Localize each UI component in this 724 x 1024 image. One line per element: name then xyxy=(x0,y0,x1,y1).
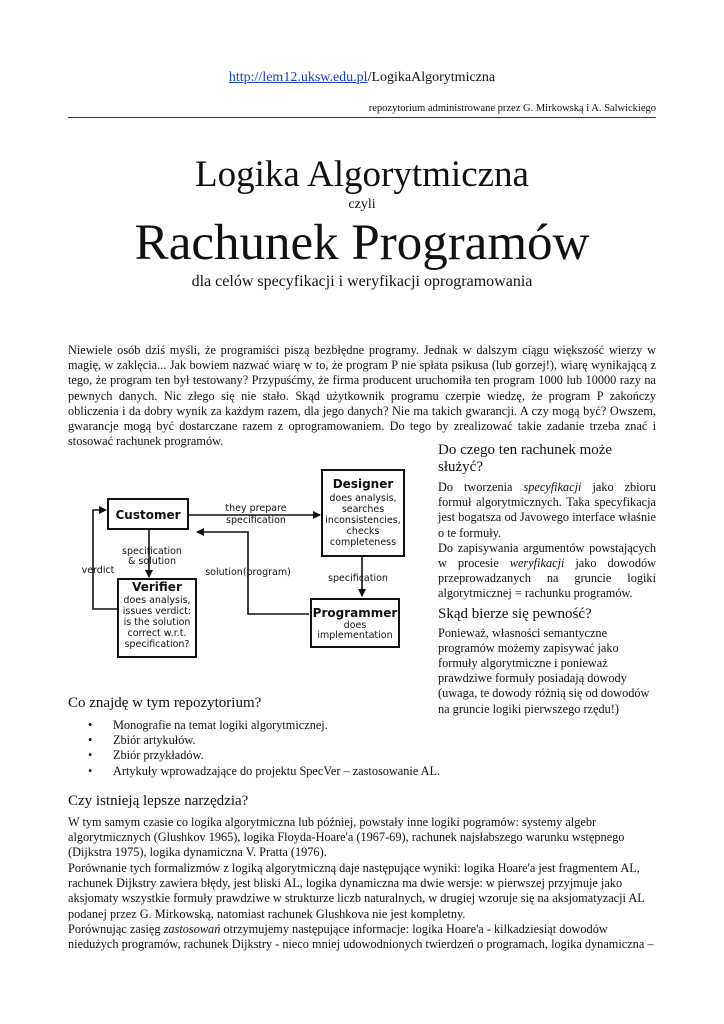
customer-title: Customer xyxy=(115,508,181,522)
verifier-line: is the solution xyxy=(123,617,191,628)
text-run: Do zapisywania argumentów powstających w procesie xyxy=(438,540,656,571)
tagline: dla celów specyfikacji i weryfikacji oprogramowania xyxy=(191,273,533,290)
designer-line: inconsistencies, xyxy=(325,515,401,526)
specification-label-programmer: specification xyxy=(328,573,388,584)
text-run: jako dowodów przeprowadzanych na gruncie logiki algorytmicznej = rachunku programów. xyxy=(438,556,656,601)
verifier-line: does analysis, xyxy=(123,595,191,606)
list-item xyxy=(88,718,440,733)
tools-paragraph-1: W tym samym czasie co logika algorytmiczna lub później, powstały inne logiki pogramów: systemy algebr algorytmicznych (Glushkov 1965), logika Floyda-Hoare'a (1967-69), rachunek najsłabszego warunku wstępnego (Dijkstra 1975), logika dynamiczna V. Pratta (1976). xyxy=(68,815,625,860)
side-question-usage: Do czego ten rachunek może służyć? xyxy=(438,442,613,475)
url-path: /LogikaAlgorytmiczna xyxy=(367,70,496,85)
verifier-title: Verifier xyxy=(132,580,182,594)
emphasis-specyfikacji: specyfikacji xyxy=(523,480,582,494)
bullet: • xyxy=(88,733,93,748)
list-item-text: Monografie na temat logiki algorytmicznej. xyxy=(113,718,328,732)
spec-solution-label: specification xyxy=(122,546,182,557)
process-diagram xyxy=(76,462,416,672)
intro-paragraph: Niewiele osób dziś myśli, że programiści piszą bezbłędne programy. Jednak w dalszym ciągu większość wierzy w magię, w zaklęcia... Jak bowiem nazwać wiarę w to, że program P nie spłata psikusa (lub gorzej!), wiarę wynikającą z tego, że program ten był testowany? Przypuśćmy, że firma producent uruchomiła ten program 1000 lub 10000 razy na pewnych danych. Nic złego się nie stało. Skąd użytkownik programu czerpie wiedzę, że program P zakończy obliczenia i da dobry wynik za każdym razem, dla jego danych? Nie ma takich gwarancji. A czy mogą być? Owszem, gwarancje mogą być dostarczane razem z oprogramowaniem. Do tego by zrealizować takie zadanie trzeba znać i stosować rachunek programów. xyxy=(68,343,656,449)
emphasis-weryfikacji: weryfikacji xyxy=(509,556,565,571)
main-title: Logika Algorytmiczna xyxy=(195,154,529,195)
side-paragraph-specification xyxy=(438,480,656,541)
programmer-line: implementation xyxy=(317,630,393,641)
designer-line: searches xyxy=(341,504,385,515)
list-item xyxy=(88,764,440,779)
repository-url xyxy=(0,70,724,86)
header-divider xyxy=(68,117,656,118)
title-connector: czyli xyxy=(348,197,376,212)
designer-line: does analysis, xyxy=(329,493,397,504)
list-item-text: Zbiór artykułów. xyxy=(113,733,196,748)
verifier-line: correct w.r.t. xyxy=(127,628,187,639)
repository-note: repozytorium administrowane przez G. Mirkowską i A. Salwickiego xyxy=(368,103,656,114)
text-run: otrzymujemy następujące informacje: logika Hoare'a - kilkadziesiąt dowodów niedużych programów, rachunek Dijkstry - nieco mniej udowodnionych twierdzeń o programach, logika dynamiczna – xyxy=(68,922,654,952)
bullet: • xyxy=(88,718,93,732)
verifier-line: issues verdict: xyxy=(122,606,192,617)
text-run: Porównując zasięg xyxy=(68,922,164,936)
list-item xyxy=(88,748,440,763)
verifier-line: specification? xyxy=(124,639,190,650)
text-run: jako zbioru formuł algorytmicznych. Taka specyfikacja jest bogatsza od Javowego interface właśnie o te formuły. xyxy=(438,480,656,540)
they-prepare-label: they prepare xyxy=(225,503,287,514)
section-heading-better-tools: Czy istnieją lepsze narzędzia? xyxy=(68,793,249,809)
side-paragraph-verification xyxy=(438,541,656,602)
text-run: Do tworzenia xyxy=(438,480,524,494)
side-question-certainty: Skąd bierze się pewność? xyxy=(438,605,592,622)
bullet: • xyxy=(88,748,93,763)
section-heading-repository: Co znajdę w tym repozytorium? xyxy=(68,695,262,711)
spec-solution-label: & solution xyxy=(127,556,177,567)
programmer-title: Programmer xyxy=(312,606,398,620)
programmer-line: does xyxy=(343,620,367,631)
tools-paragraph-2: Porównanie tych formalizmów z logiką algorytmiczną daje następujące wyniki: logika Hoare'a jest fragmentem AL, rachunek Dijkstry zawiera błędy, jest bliski AL, logika dynamiczna ma dwie wersje: w pierwszej przyjmuje jako aksjomaty wszystkie formuły prawdziwe w strukturze liczb naturalnych, w drugiej wzoruje się na aksjomatyzacji AL podanej przez G. Mirkowską, natomiast rachunek Glushkova nie jest kompletny. xyxy=(68,861,645,921)
specification-label: specification xyxy=(226,515,286,526)
designer-line: completeness xyxy=(329,537,397,548)
tools-paragraph-3 xyxy=(68,922,656,952)
list-item-text: Zbiór przykładów. xyxy=(113,748,204,763)
list-item xyxy=(88,733,440,748)
emphasis-zastosowan: zastosowań xyxy=(163,922,221,936)
verdict-label: verdict xyxy=(81,565,115,576)
list-item-text: Artykuły wprowadzające do projektu SpecVer – zastosowanie AL. xyxy=(113,763,441,778)
designer-title: Designer xyxy=(332,477,394,491)
repository-contents-list xyxy=(88,718,440,779)
subtitle: Rachunek Programów xyxy=(134,215,590,271)
designer-line: checks xyxy=(346,526,380,537)
bullet: • xyxy=(88,763,93,778)
side-paragraph-certainty: Ponieważ, własności semantyczne programów możemy zapisywać jako formuły algorytmiczne i ponieważ prawdziwe formuły posiadają dowody (uwaga, te dowody różnią się od dowodów na gruncie logiki pierwszego rzędu!) xyxy=(438,625,650,716)
repository-link[interactable]: http://lem12.uksw.edu.pl xyxy=(228,70,368,85)
side-column xyxy=(438,442,656,717)
solution-program-label: solution(program) xyxy=(205,567,291,578)
